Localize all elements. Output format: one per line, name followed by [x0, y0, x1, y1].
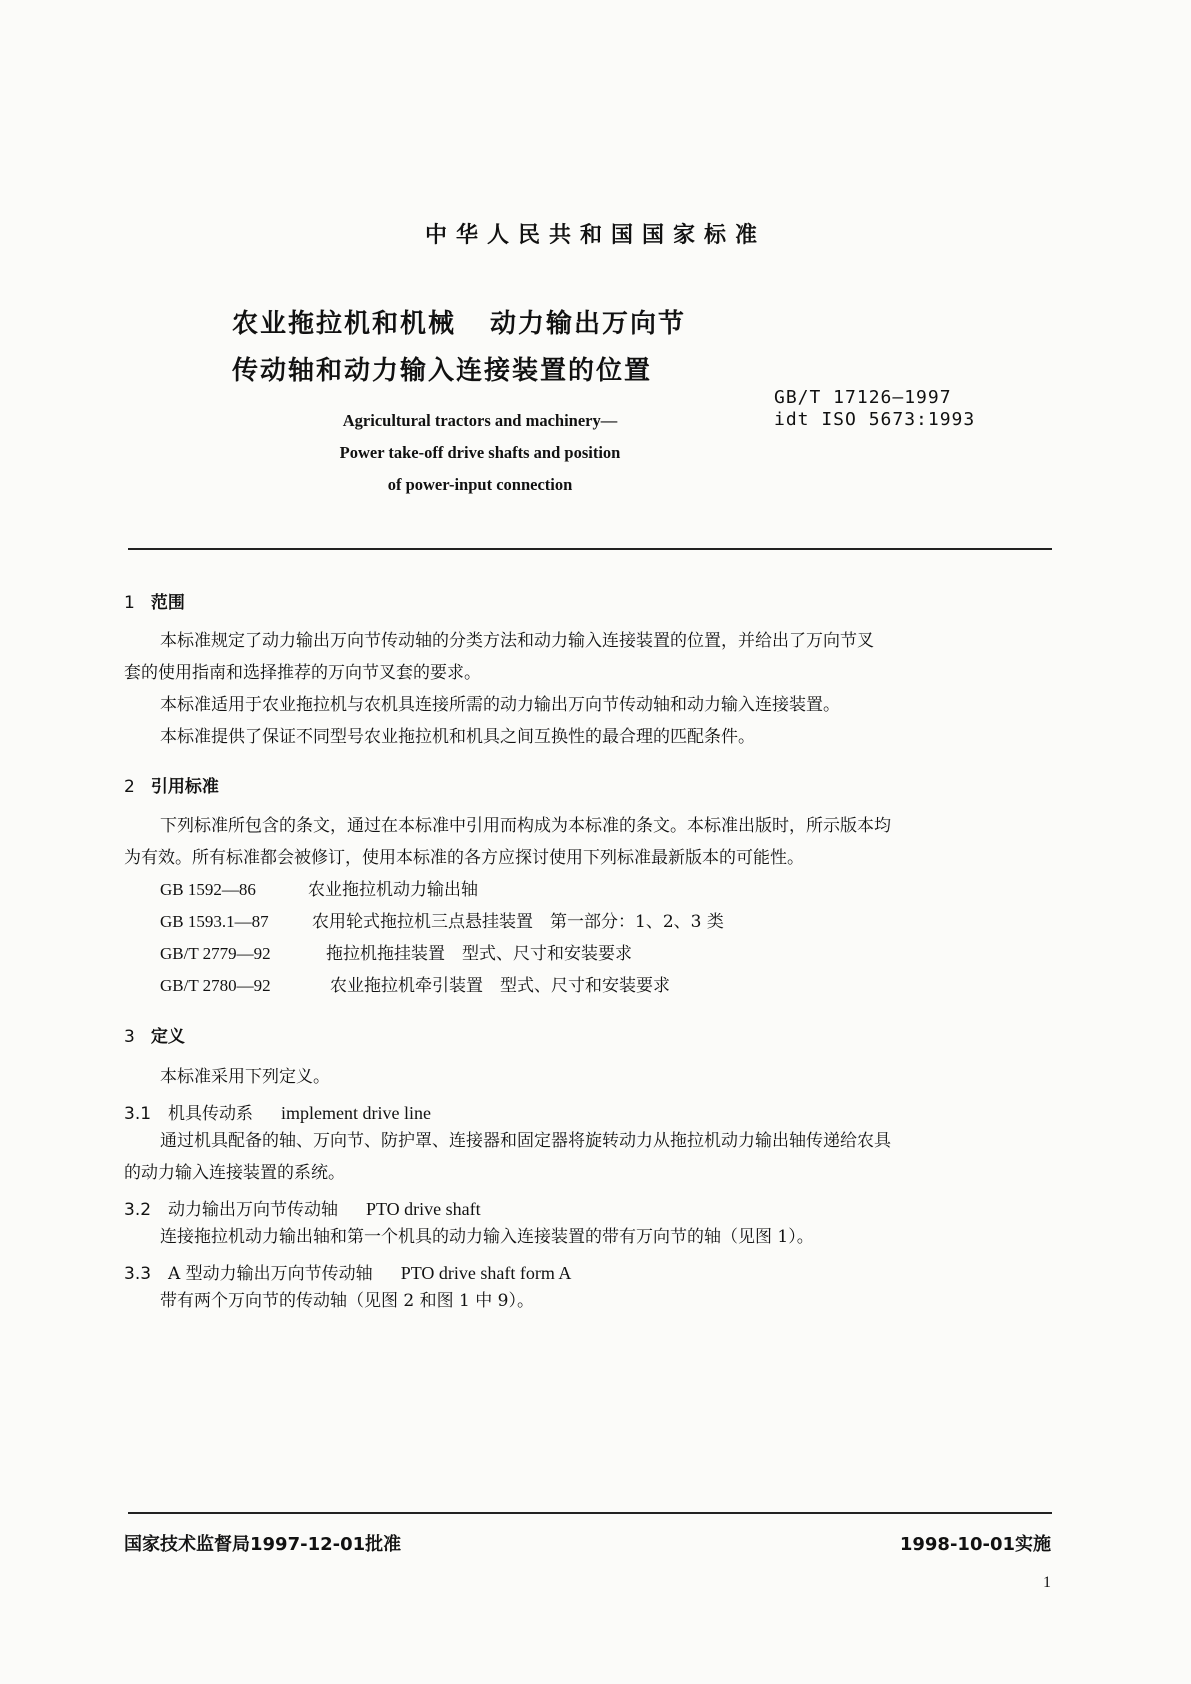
- section-2-title: 引用标准: [150, 777, 219, 797]
- top-divider: [128, 548, 1052, 550]
- definition-3-2-heading: [124, 1195, 481, 1220]
- section-2-heading: [124, 772, 219, 797]
- definition-3-3-line1: 带有两个万向节的传动轴（见图 2 和图 1 中 9）。: [160, 1291, 534, 1311]
- implementation-date: 1998-10-01实施: [899, 1534, 1051, 1555]
- definition-number: 3.3: [124, 1264, 152, 1284]
- definition-3-2-line1: 连接拖拉机动力输出轴和第一个机具的动力输入连接装置的带有万向节的轴（见图 1）。: [160, 1227, 814, 1247]
- page-number: 1: [1043, 1574, 1051, 1591]
- section-3-number: 3: [124, 1027, 135, 1047]
- section-1-heading: [124, 588, 185, 613]
- reference-code: GB/T 2780—92: [160, 976, 271, 995]
- title-en-line3: of power-input connection: [387, 475, 573, 494]
- definition-3-3-heading: [124, 1259, 571, 1284]
- s1-para3: 本标准提供了保证不同型号农业拖拉机和机具之间互换性的最合理的匹配条件。: [160, 727, 755, 747]
- s1-para2: 本标准适用于农业拖拉机与农机具连接所需的动力输出万向节传动轴和动力输入连接装置。: [160, 695, 840, 715]
- reference-code: GB 1593.1—87: [160, 912, 269, 931]
- national-standard-heading: 中华人民共和国国家标准: [424, 223, 766, 248]
- section-3-title: 定义: [150, 1027, 185, 1047]
- section-2-number: 2: [124, 777, 135, 797]
- title-cn-line2: 传动轴和动力输入连接装置的位置: [232, 356, 653, 386]
- reference-title: 农业拖拉机动力输出轴: [308, 880, 478, 900]
- reference-code: GB 1592—86: [160, 880, 256, 899]
- s2-para1-line1: 下列标准所包含的条文，通过在本标准中引用而构成为本标准的条文。本标准出版时，所示版本均: [160, 816, 891, 836]
- definition-3-1-line2: 的动力输入连接装置的系统。: [124, 1163, 345, 1183]
- definition-3-1-line1: 通过机具配备的轴、万向节、防护罩、连接器和固定器将旋转动力从拖拉机动力输出轴传递给农具: [160, 1131, 891, 1151]
- definition-term: 动力输出万向节传动轴: [168, 1200, 338, 1220]
- reference-item: [160, 976, 670, 996]
- reference-item: [160, 912, 724, 932]
- reference-item: [160, 880, 478, 900]
- definition-term-en: PTO drive shaft form A: [400, 1263, 572, 1283]
- s2-para1-line2: 为有效。所有标准都会被修订，使用本标准的各方应探讨使用下列标准最新版本的可能性。: [124, 848, 804, 868]
- definition-term-en: implement drive line: [281, 1103, 431, 1123]
- standard-code: GB/T 17126—1997: [774, 387, 952, 408]
- iso-equivalence: idt ISO 5673:1993: [774, 409, 976, 430]
- s3-intro: 本标准采用下列定义。: [160, 1067, 330, 1087]
- title-cn-part-b: 动力输出万向节: [490, 309, 687, 339]
- section-3-heading: [124, 1022, 185, 1047]
- reference-title: 农业拖拉机牵引装置 型式、尺寸和安装要求: [330, 976, 670, 996]
- definition-term-en: PTO drive shaft: [366, 1199, 481, 1219]
- bottom-divider: [128, 1512, 1052, 1514]
- s1-para1-line2: 套的使用指南和选择推荐的万向节叉套的要求。: [124, 663, 481, 683]
- reference-code: GB/T 2779—92: [160, 944, 271, 963]
- definition-number: 3.2: [124, 1200, 152, 1220]
- s1-para1-line1: 本标准规定了动力输出万向节传动轴的分类方法和动力输入连接装置的位置，并给出了万向节叉: [160, 631, 874, 651]
- reference-title: 农用轮式拖拉机三点悬挂装置 第一部分：1、2、3 类: [312, 912, 724, 932]
- reference-item: [160, 944, 632, 964]
- title-en-line2: Power take-off drive shafts and position: [339, 443, 621, 462]
- title-en-line1: Agricultural tractors and machinery—: [342, 411, 618, 430]
- section-1-number: 1: [124, 593, 135, 613]
- definition-number: 3.1: [124, 1104, 152, 1124]
- definition-3-1-heading: [124, 1099, 431, 1124]
- title-cn-part-a: 农业拖拉机和机械: [232, 309, 457, 339]
- issue-date: 国家技术监督局1997-12-01批准: [124, 1534, 402, 1555]
- title-cn-line1: [232, 303, 686, 340]
- section-1-title: 范围: [150, 593, 185, 613]
- reference-title: 拖拉机拖挂装置 型式、尺寸和安装要求: [326, 944, 632, 964]
- definition-term: A 型动力输出万向节传动轴: [168, 1264, 373, 1284]
- definition-term: 机具传动系: [168, 1104, 253, 1124]
